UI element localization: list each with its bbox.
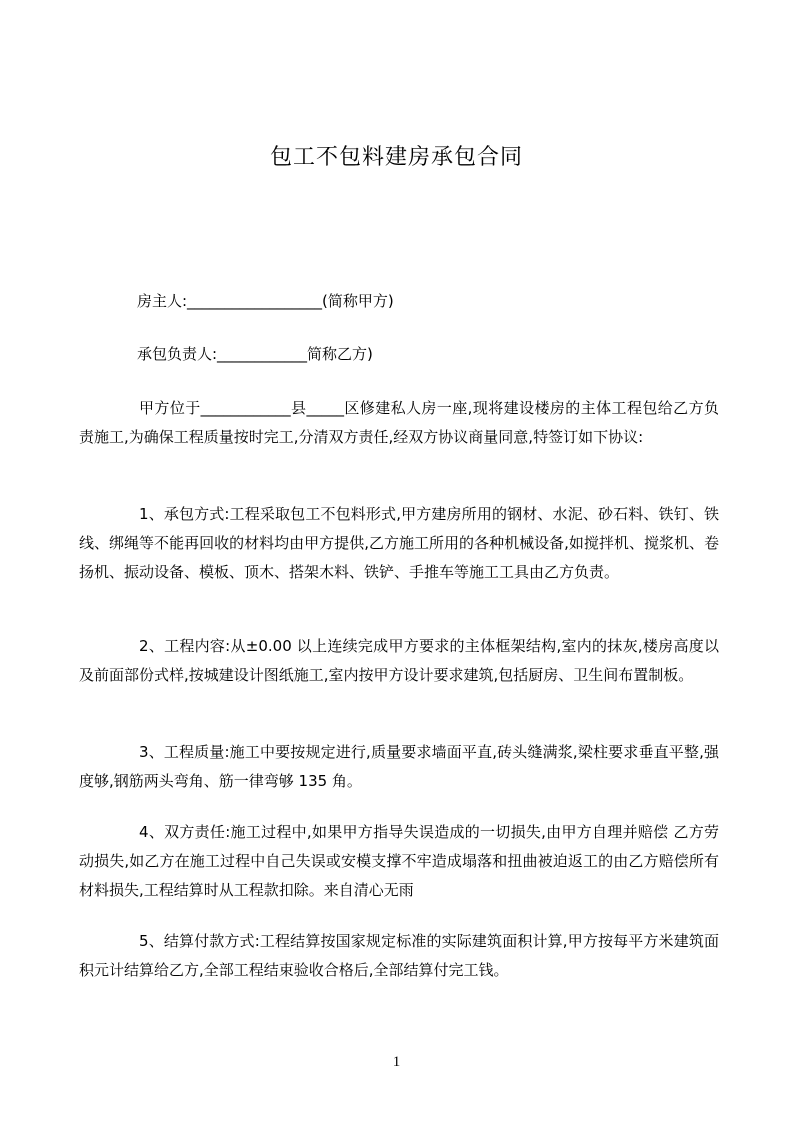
clause-5-paragraph: 5、结算付款方式:工程结算按国家规定标准的实际建筑面积计算,甲方按每平方米建筑面积元计结算给乙方,全部工程结束验收合格后,全部结算付完工钱。 bbox=[79, 932, 719, 979]
owner-line: 房主人:__________________(简称甲方) bbox=[137, 292, 394, 310]
clause-3-paragraph: 3、工程质量:施工中要按规定进行,质量要求墙面平直,砖头缝满浆,梁柱要求垂直平整,强度够,钢筋两头弯角、筋一律弯够 135 角。 bbox=[79, 743, 719, 790]
page-number: 1 bbox=[392, 1054, 401, 1070]
contractor-line: 承包负责人:____________简称乙方) bbox=[137, 345, 373, 363]
intro-paragraph: 甲方位于____________县_____区修建私人房一座,现将建设楼房的主体工程包给乙方负责施工,为确保工程质量按时完工,分清双方责任,经双方协议商量同意,特签订如下协议: bbox=[79, 399, 719, 446]
clause-2-paragraph: 2、工程内容:从±0.00 以上连续完成甲方要求的主体框架结构,室内的抹灰,楼房高度以及前面部份式样,按城建设计图纸施工,室内按甲方设计要求建筑,包括厨房、卫生间布置制板。 bbox=[79, 637, 719, 684]
document-title: 包工不包料建房承包合同 bbox=[269, 145, 523, 170]
clause-4-paragraph: 4、双方责任:施工过程中,如果甲方指导失误造成的一切损失,由甲方自理并赔偿 乙方劳动损失,如乙方在施工过程中自己失误或安模支撑不牢造成塌落和扭曲被迫返工的由乙方赔偿所有材料损失,工程结算时从工程款扣除。来自清心无雨 bbox=[79, 823, 719, 899]
clause-1-paragraph: 1、承包方式:工程采取包工不包料形式,甲方建房所用的钢材、水泥、砂石料、铁钉、铁线、绑绳等不能再回收的材料均由甲方提供,乙方施工所用的各种机械设备,如搅拌机、搅浆机、卷扬机、振动设备、模板、顶木、搭架木料、铁铲、手推车等施工工具由乙方负责。 bbox=[79, 505, 719, 581]
